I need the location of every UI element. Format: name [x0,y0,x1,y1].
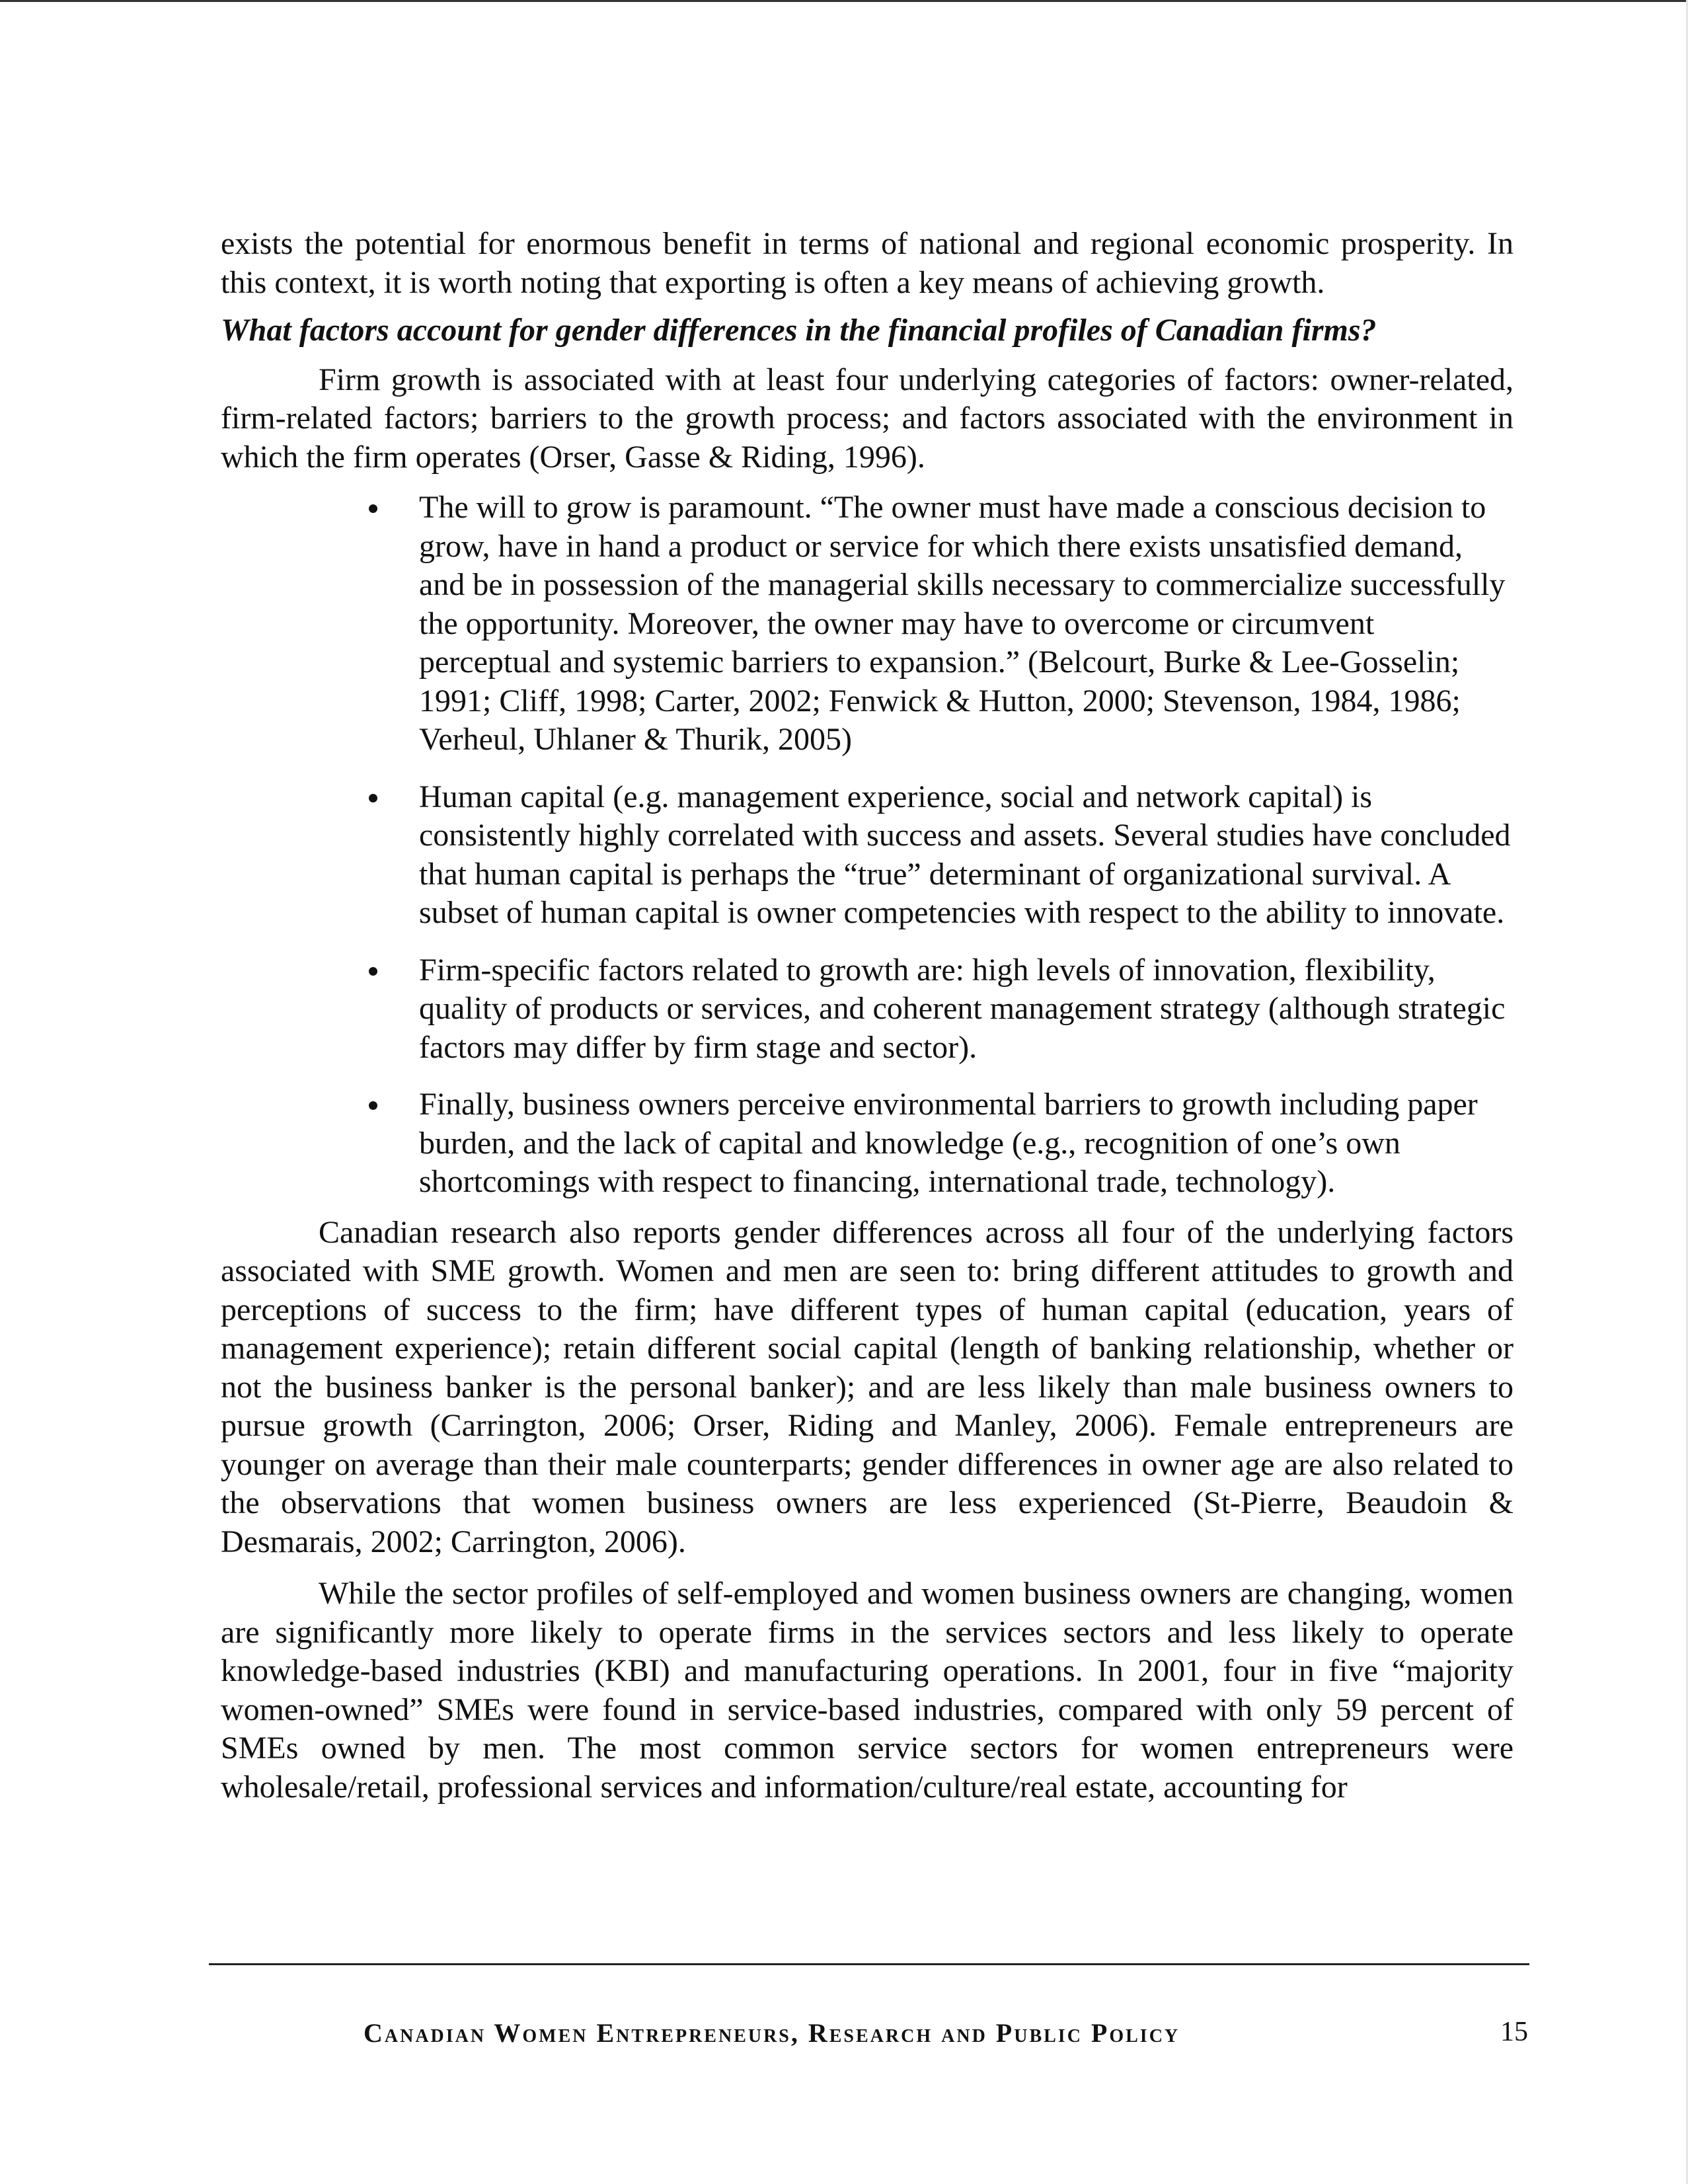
running-footer-title: Canadian Women Entrepreneurs, Research and Public Policy [364,2018,1180,2048]
page-body [221,225,1514,1807]
bullet-text: Firm-specific factors related to growth are: high levels of innovation, flexibility, quality of products or services, and coherent management strategy (although strategic factors may differ by firm stage and sector). [419,952,1506,1065]
factor-bullet-list [221,488,1514,1202]
bullet-text: The will to grow is paramount. “The owner must have made a conscious decision to grow, have in hand a product or service for which there exists unsatisfied demand, and be in possession of the managerial skills necessary to commercialize successfully the opportunity. Moreover, the owner may have to overcome or circumvent perceptual and systemic barriers to expansion.” (Belcourt, Burke & Lee-Gosselin; 1991; Cliff, 1998; Carter, 2002; Fenwick & Hutton, 2000; Stevenson, 1984, 1986; Verheul, Uhlaner & Thurik, 2005) [419,490,1506,757]
bullet-text: Finally, business owners perceive environmental barriers to growth including paper burden, and the lack of capital and knowledge (e.g., recognition of one’s own shortcomings with respect to financing, international trade, technology). [419,1087,1478,1199]
paragraph-spacer [221,1561,1514,1575]
list-item [419,951,1514,1068]
footer-divider [209,1963,1529,1965]
page-number: 15 [1500,2017,1528,2047]
list-item [419,488,1514,760]
scan-top-edge [0,0,1688,2]
bullet-icon [369,967,377,976]
bullet-text: Human capital (e.g. management experience, social and network capital) is consistently highly correlated with success and assets. Several studies have concluded that human capital is perhaps the “true” determinant of organizational survival. A subset of human capital is owner competencies with respect to the ability to innovate. [419,779,1511,930]
list-item [419,778,1514,933]
section-heading: What factors account for gender differences in the financial profiles of Canadian firms? [221,313,1377,348]
gender-differences-paragraph: Canadian research also reports gender differences across all four of the underlying factors associated with SME growth. Women and men are seen to: bring different attitudes to growth and perceptions of success to the firm; have different types of human capital (education, years of management experience); retain different social capital (length of banking relationship, whether or not the business banker is the personal banker); and are less likely than male business owners to pursue growth (Carrington, 2006; Orser, Riding and Manley, 2006). Female entrepreneurs are younger on average than their male counterparts; gender differences in owner age are also related to the observations that women business owners are less experienced (St-Pierre, Beaudoin & Desmarais, 2002; Carrington, 2006). [221,1214,1514,1559]
bullet-icon [369,504,377,513]
continued-paragraph: exists the potential for enormous benefit in terms of national and regional economic prosperity. In this context, it is worth noting that exporting is often a key means of achieving growth. [221,226,1514,300]
intro-paragraph: Firm growth is associated with at least four underlying categories of factors: owner-related, firm-related factors; barriers to the growth process; and factors associated with the environment in which the firm operates (Orser, Gasse & Riding, 1996). [221,362,1514,475]
bullet-icon [369,1101,377,1110]
bullet-icon [369,794,377,802]
list-item [419,1085,1514,1202]
sector-profiles-paragraph: While the sector profiles of self-employed and women business owners are changing, women are significantly more likely to operate firms in the services sectors and less likely to operate knowledge-based industries (KBI) and manufacturing operations. In 2001, four in five “majority women-owned” SMEs were found in service-based industries, compared with only 59 percent of SMEs owned by men. The most common service sectors for women entrepreneurs were wholesale/retail, professional services and information/culture/real estate, accounting for [221,1576,1514,1805]
